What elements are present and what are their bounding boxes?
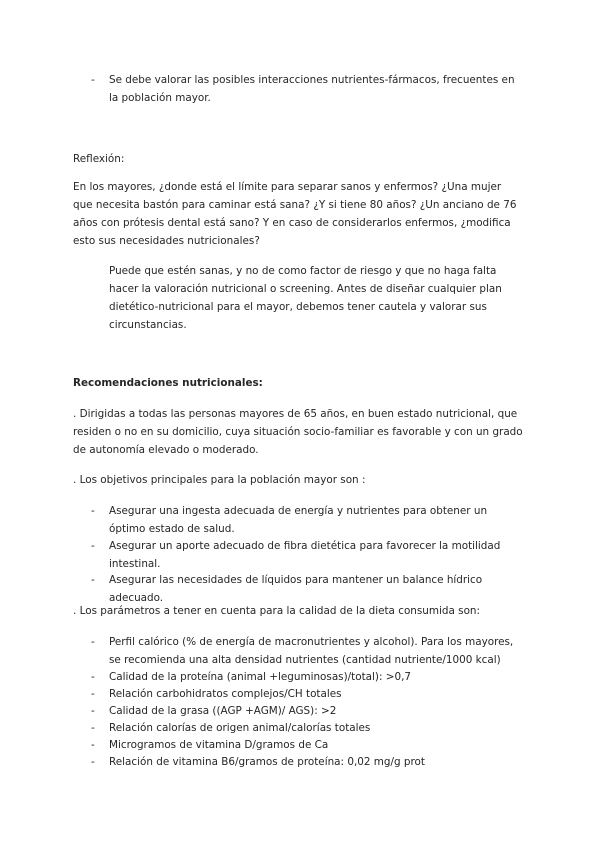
reflexion-question: En los mayores, ¿donde está el límite para separar sanos y enfermos? ¿Una mujer que necesita bastón para caminar está sana? ¿Y si tiene 80 años? ¿Un anciano de 76 años con prótesis dental está sano? Y en caso de considerarlos enfermos, ¿modifica esto sus necesidades nutricionales?: [73, 181, 517, 247]
reflexion-heading: Reflexión:: [73, 153, 125, 165]
objetivo-item: [91, 537, 521, 573]
parametro-item: [91, 753, 521, 771]
bullet-dash: -: [91, 636, 95, 648]
parametro-text: Relación carbohidratos complejos/CH totales: [109, 688, 342, 700]
recomendaciones-p2: . Los objetivos principales para la población mayor son :: [73, 474, 366, 486]
intro-bullet: [91, 71, 521, 107]
objetivo-text: Asegurar una ingesta adecuada de energía y nutrientes para obtener un óptimo estado de salud.: [109, 505, 488, 535]
bullet-dash: -: [91, 722, 95, 734]
bullet-dash: -: [91, 540, 95, 552]
parametro-text: Perfil calórico (% de energía de macronutrientes y alcohol). Para los mayores, se recomienda una alta densidad nutrientes (cantidad nutriente/1000 kcal): [109, 636, 514, 666]
parametro-text: Relación calorías de origen animal/calorías totales: [109, 722, 371, 734]
parametro-item: [91, 668, 521, 686]
parametro-item: [91, 719, 521, 737]
bullet-dash: -: [91, 756, 95, 768]
parametro-text: Relación de vitamina B6/gramos de proteína: 0,02 mg/g prot: [109, 756, 425, 768]
bullet-dash: -: [91, 705, 95, 717]
bullet-dash: -: [91, 505, 95, 517]
recomendaciones-heading: Recomendaciones nutricionales:: [73, 377, 263, 389]
objetivo-text: Asegurar las necesidades de líquidos para mantener un balance hídrico adecuado.: [109, 574, 483, 604]
reflexion-answer: Puede que estén sanas, y no de como factor de riesgo y que no haga falta hacer la valoración nutricional o screening. Antes de diseñar cualquier plan dietético-nutricional para el mayor, debemos tener cautela y valorar sus circunstancias.: [109, 265, 502, 331]
bullet-dash: -: [91, 574, 95, 586]
intro-bullet-text: Se debe valorar las posibles interacciones nutrientes-fármacos, frecuentes en la población mayor.: [109, 74, 515, 104]
parametro-item: [91, 736, 521, 754]
recomendaciones-p3: . Los parámetros a tener en cuenta para la calidad de la dieta consumida son:: [73, 605, 481, 617]
bullet-dash: -: [91, 739, 95, 751]
parametro-item: [91, 702, 521, 720]
parametro-text: Calidad de la grasa ((AGP +AGM)/ AGS): >2: [109, 705, 337, 717]
parametro-item: [91, 633, 521, 669]
objetivo-text: Asegurar un aporte adecuado de fibra dietética para favorecer la motilidad intestinal.: [109, 540, 501, 570]
parametro-text: Calidad de la proteína (animal +leguminosas)/total): >0,7: [109, 671, 411, 683]
parametro-item: [91, 685, 521, 703]
recomendaciones-p1: . Dirigidas a todas las personas mayores de 65 años, en buen estado nutricional, que residen o no en su domicilio, cuya situación socio-familiar es favorable y con un grado de autonomía elevado o moderado.: [73, 408, 523, 456]
bullet-dash: -: [91, 671, 95, 683]
objetivo-item: [91, 502, 521, 538]
bullet-dash: -: [91, 688, 95, 700]
parametro-text: Microgramos de vitamina D/gramos de Ca: [109, 739, 329, 751]
bullet-dash: -: [91, 74, 95, 86]
